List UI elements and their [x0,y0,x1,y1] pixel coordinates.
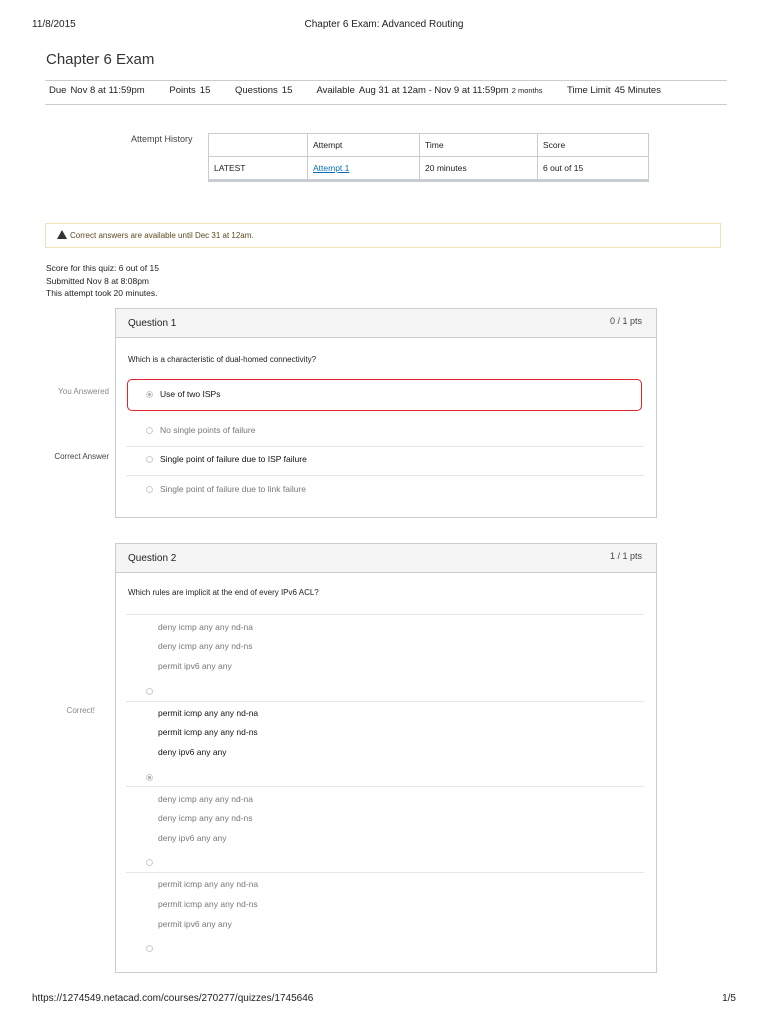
available-label: Available [316,85,355,96]
duration-summary: This attempt took 20 minutes. [46,288,158,298]
radio-icon[interactable] [146,688,153,695]
question-points: 0 / 1 pts [609,316,642,326]
answer-line: deny icmp any any nd-ns [158,813,253,823]
points-value: 15 [199,85,211,96]
table-header-cell [209,134,308,157]
question-header [116,309,656,338]
radio-selected-icon[interactable] [146,774,153,781]
answer-line: permit ipv6 any any [158,919,232,929]
quiz-meta [49,85,683,96]
score-summary: Score for this quiz: 6 out of 15 [46,263,159,273]
due-value: Nov 8 at 11:59pm [70,85,145,96]
question-text: Which rules are implicit at the end of every IPv6 ACL? [128,588,319,597]
table-row [209,157,649,181]
correct-answers-notice [45,223,721,248]
question-title: Question 1 [128,318,177,329]
answer-divider [126,475,644,476]
table-header-row [209,134,649,157]
answer-divider [126,701,644,702]
questions-label: Questions [235,85,278,96]
answer-line: permit icmp any any nd-ns [158,727,258,737]
quiz-summary [46,262,159,300]
attempt-cell [308,157,420,181]
time-limit-label: Time Limit [567,85,611,96]
table-header-cell: Attempt [308,134,420,157]
radio-icon[interactable] [146,859,153,866]
answer-option[interactable] [146,484,306,494]
attempt-history-label: Attempt History [131,134,193,144]
score-cell: 6 out of 15 [538,157,649,181]
available-value: Aug 31 at 12am - Nov 9 at 11:59pm [358,85,509,96]
question-points: 1 / 1 pts [609,551,642,561]
radio-icon[interactable] [146,427,153,434]
answer-line: permit icmp any any nd-na [158,708,259,718]
answer-option[interactable] [146,454,307,464]
correct-label: Correct! [66,706,95,715]
print-date: 11/8/2015 [32,19,76,30]
you-answered-label: You Answered [58,387,109,396]
answer-line: deny icmp any any nd-ns [158,641,253,651]
notice-text: Correct answers are available until Dec 31 at 12am. [70,231,254,240]
radio-icon[interactable] [146,945,153,952]
answer-divider [126,786,644,787]
answer-line: deny ipv6 any any [158,833,227,843]
submitted-summary: Submitted Nov 8 at 8:08pm [46,275,150,286]
answer-text: No single points of failure [160,425,256,435]
latest-cell: LATEST [209,157,308,181]
answer-option-a[interactable] [146,681,160,699]
answer-divider [126,614,644,615]
answer-text: Single point of failure due to ISP failure [160,454,307,464]
table-header-cell: Score [538,134,649,157]
questions-value: 15 [281,85,293,96]
print-url: https://1274549.netacad.com/courses/270277/quizzes/1745646 [32,993,314,1004]
radio-selected-icon[interactable] [146,391,153,398]
answer-line: permit icmp any any nd-ns [158,899,258,909]
answer-line: permit ipv6 any any [158,661,232,671]
answer-line: deny icmp any any nd-na [158,622,253,632]
radio-icon[interactable] [146,486,153,493]
table-header-cell: Time [420,134,538,157]
answer-option[interactable] [146,389,220,399]
answer-option[interactable] [146,425,255,435]
due-label: Due [49,85,67,96]
question-1-card [115,308,657,518]
warning-icon [57,230,67,239]
divider [45,80,727,81]
answer-text: Use of two ISPs [160,389,221,399]
print-page-number: 1/5 [722,993,736,1004]
page-title: Chapter 6 Exam [46,51,155,68]
question-header [116,544,656,573]
answer-line: permit icmp any any nd-na [158,879,259,889]
answer-line: deny icmp any any nd-na [158,794,253,804]
answer-divider [126,446,644,447]
question-2-card [115,543,657,973]
correct-answer-label: Correct Answer [54,452,109,461]
print-title: Chapter 6 Exam: Advanced Routing [304,19,464,30]
available-note: 2 months [511,86,543,95]
answer-text: Single point of failure due to link failure [160,484,307,494]
time-cell: 20 minutes [420,157,538,181]
answer-line: deny ipv6 any any [158,747,227,757]
points-label: Points [169,85,196,96]
divider [45,104,727,105]
answer-option-b[interactable] [146,767,160,785]
radio-icon[interactable] [146,456,153,463]
question-text: Which is a characteristic of dual-homed connectivity? [128,355,317,364]
answer-option-c[interactable] [146,852,160,870]
attempt-history-table [208,133,649,182]
answer-divider [126,872,644,873]
time-limit-value: 45 Minutes [614,85,661,96]
answer-option-d[interactable] [146,938,160,956]
question-title: Question 2 [128,553,177,564]
attempt-1-link[interactable]: Attempt 1 [313,163,350,173]
